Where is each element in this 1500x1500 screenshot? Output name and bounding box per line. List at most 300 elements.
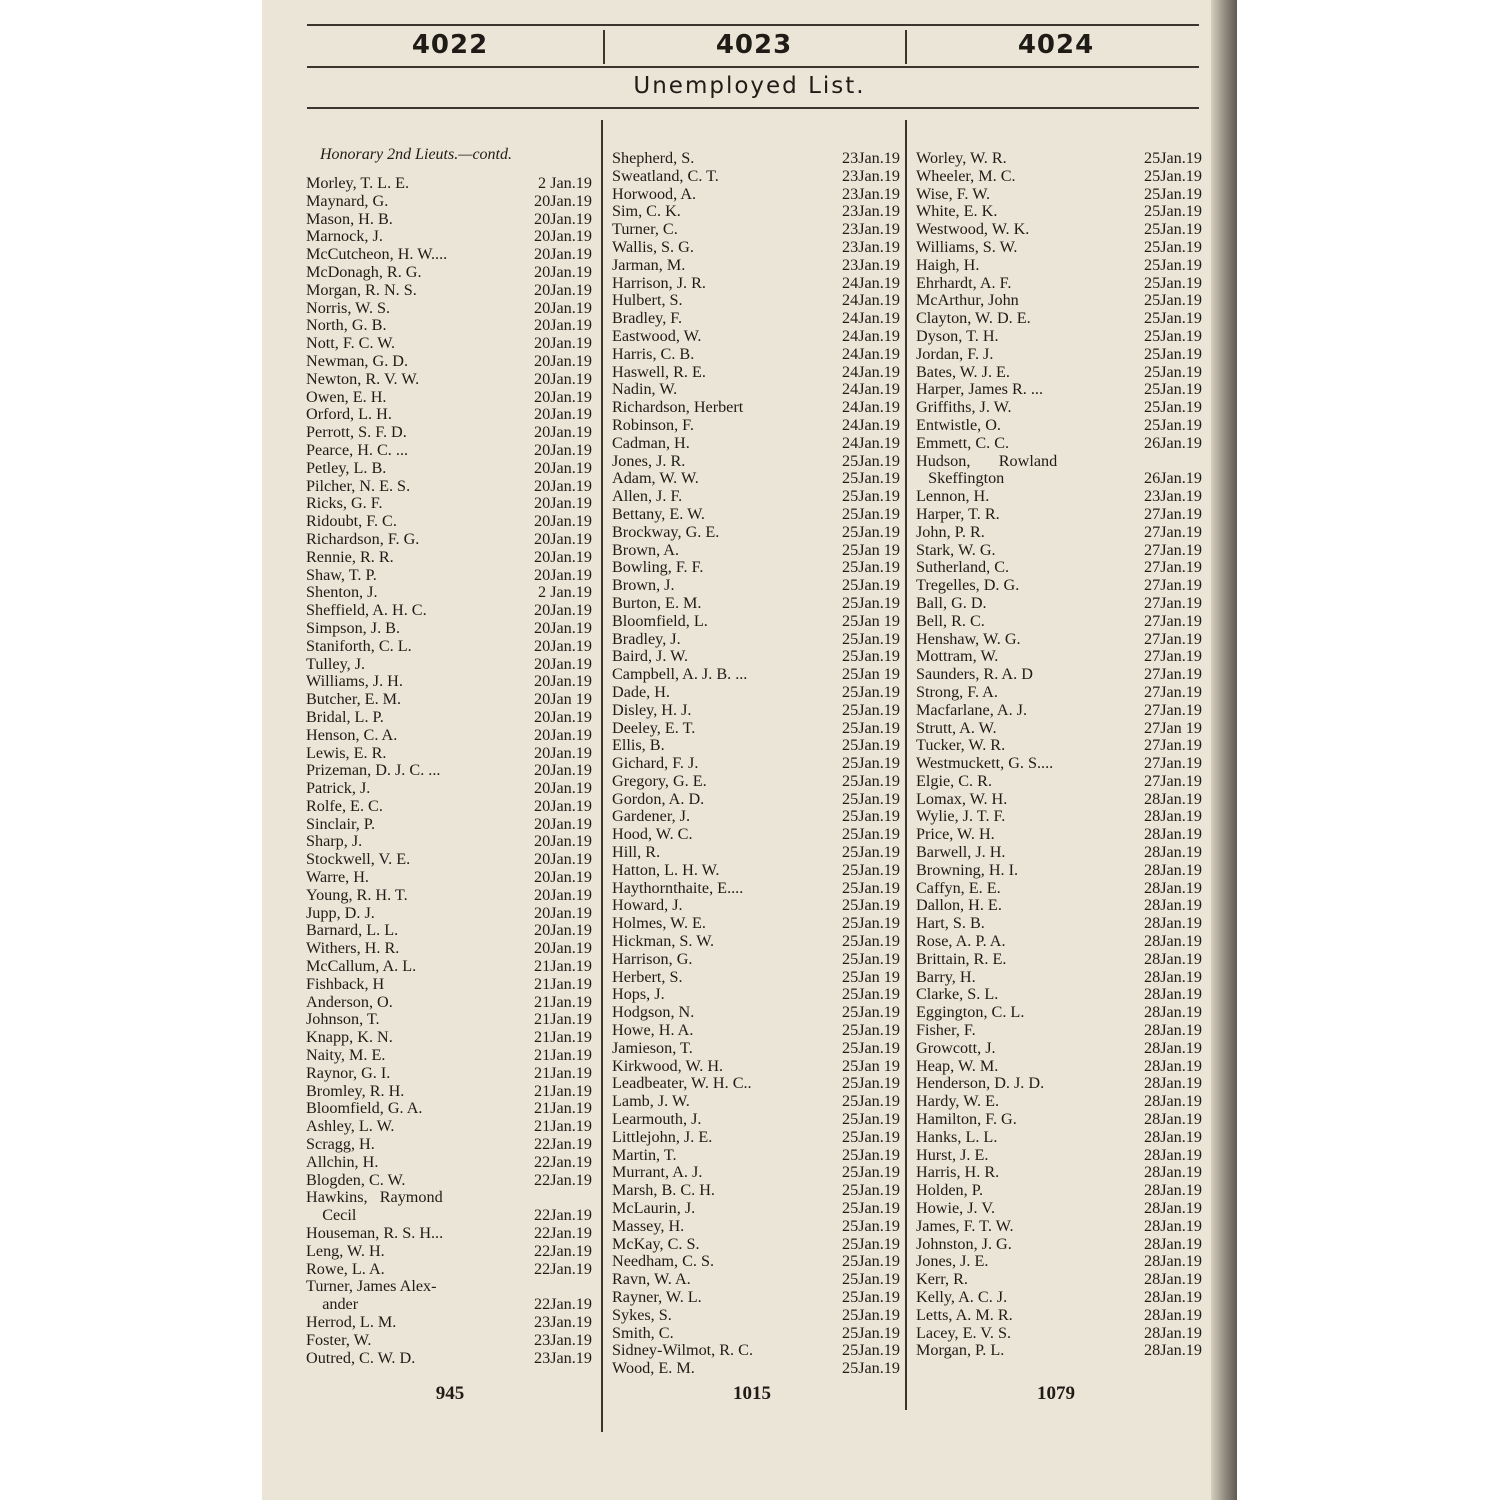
list-item (306, 887, 592, 905)
entry-date: 20Jan.19 (534, 832, 592, 851)
officer-name: Norris, W. S. (306, 298, 391, 317)
list-item (612, 720, 900, 738)
officer-name: Stark, W. G. (916, 540, 996, 559)
entry-date: 25Jan 19 (842, 1056, 900, 1075)
officer-name: Hulbert, S. (612, 291, 683, 310)
entry-date: 20Jan.19 (534, 939, 592, 958)
list-item (306, 1172, 592, 1190)
officer-name: Harris, H. R. (916, 1163, 1000, 1182)
officer-name: McCallum, A. L. (306, 957, 417, 976)
list-item (306, 1314, 592, 1332)
officer-name: Herbert, S. (612, 967, 683, 986)
list-item (612, 381, 900, 399)
officer-name: Holden, P. (916, 1181, 984, 1200)
list-item (916, 648, 1202, 666)
officer-name: Emmett, C. C. (916, 433, 1010, 452)
list-item (612, 702, 900, 720)
officer-name: Burton, E. M. (612, 593, 702, 612)
list-item (306, 798, 592, 816)
officer-name: Eastwood, W. (612, 326, 702, 345)
list-item (306, 406, 592, 424)
officer-name: Clayton, W. D. E. (916, 309, 1031, 328)
officer-name: Fishback, H (306, 974, 385, 993)
list-item (306, 282, 592, 300)
list-item (916, 684, 1202, 702)
list-item (612, 897, 900, 915)
officer-name: Kerr, R. (916, 1270, 968, 1289)
entry-date: 22Jan.19 (534, 1224, 592, 1243)
officer-name: Williams, J. H. (306, 672, 403, 691)
entry-date: 27Jan.19 (1144, 522, 1202, 541)
list-item (612, 239, 900, 257)
officer-name: Newton, R. V. W. (306, 369, 420, 388)
officer-name: Fisher, F. (916, 1021, 976, 1040)
officer-name: Strong, F. A. (916, 682, 998, 701)
officer-name: Bridal, L. P. (306, 707, 384, 726)
officer-name: Ricks, G. F. (306, 494, 383, 513)
officer-name: Hudson, Rowland (916, 451, 1058, 470)
officer-name: Caffyn, E. E. (916, 878, 1001, 897)
list-item (306, 994, 592, 1012)
officer-name: Young, R. H. T. (306, 885, 408, 904)
entry-date: 25Jan.19 (842, 932, 900, 951)
entry-date: 23Jan.19 (534, 1313, 592, 1331)
list-item (916, 666, 1202, 684)
officer-name: Howard, J. (612, 896, 683, 915)
officer-name: Jones, J. E. (916, 1252, 989, 1271)
list-item (306, 389, 592, 407)
entry-date: 20Jan.19 (534, 868, 592, 887)
list-item (916, 275, 1202, 293)
officer-name: Patrick, J. (306, 779, 371, 798)
entry-date: 23Jan.19 (842, 202, 900, 221)
officer-name: Lamb, J. W. (612, 1092, 690, 1111)
officer-name: Elgie, C. R. (916, 771, 992, 790)
list-item (306, 816, 592, 834)
entry-date: 27Jan.19 (1144, 700, 1202, 719)
officer-name: Shepherd, S. (612, 149, 695, 167)
entry-date: 21Jan.19 (534, 974, 592, 993)
list-item (612, 275, 900, 293)
officer-name: Smith, C. (612, 1323, 674, 1342)
officer-name: Wood, E. M. (612, 1359, 695, 1378)
entry-date: 25Jan.19 (842, 896, 900, 915)
entry-date: 20Jan.19 (534, 494, 592, 513)
list-item (612, 826, 900, 844)
entry-date: 25Jan.19 (1144, 149, 1202, 167)
officer-name: Brown, A. (612, 540, 680, 559)
title-rule (307, 107, 1199, 109)
officer-name: Butcher, E. M. (306, 690, 402, 709)
column-number-1: 4022 (411, 30, 489, 60)
entry-date: 25Jan.19 (842, 504, 900, 523)
entry-date: 25Jan.19 (842, 487, 900, 506)
officer-name: Howie, J. V. (916, 1199, 995, 1218)
officer-name: Newman, G. D. (306, 351, 409, 370)
list-item (916, 1004, 1202, 1022)
entry-date: 21Jan.19 (534, 1117, 592, 1136)
officer-name: Hardy, W. E. (916, 1092, 1000, 1111)
list-item (612, 933, 900, 951)
entry-date: 25Jan.19 (842, 878, 900, 897)
entry-date: 28Jan.19 (1144, 1074, 1202, 1093)
list-item (612, 310, 900, 328)
list-item (916, 577, 1202, 595)
entry-date: 21Jan.19 (534, 1028, 592, 1047)
entry-date: 20Jan.19 (534, 405, 592, 424)
entry-date: 28Jan.19 (1144, 1288, 1202, 1306)
officer-name: Murrant, A. J. (612, 1163, 703, 1182)
list-item (612, 986, 900, 1004)
officer-name: Mason, H. B. (306, 209, 393, 228)
officer-name: Leng, W. H. (306, 1241, 385, 1260)
list-item (306, 1100, 592, 1118)
list-item (306, 1332, 592, 1350)
officer-name: Westwood, W. K. (916, 220, 1030, 239)
entry-date: 27Jan.19 (1144, 593, 1202, 612)
list-item (612, 1147, 900, 1165)
entry-date: 25Jan.19 (842, 825, 900, 844)
entry-date: 28Jan.19 (1144, 843, 1202, 862)
list-item (916, 1147, 1202, 1165)
list-item (612, 1360, 900, 1378)
officer-name: Lacey, E. V. S. (916, 1323, 1012, 1342)
list-item (916, 933, 1202, 951)
list-item (306, 1261, 592, 1279)
list-item (612, 844, 900, 862)
list-item (612, 257, 900, 275)
list-item (306, 780, 592, 798)
list-item (612, 1164, 900, 1182)
list-item (916, 808, 1202, 826)
entry-date: 25Jan.19 (1144, 166, 1202, 185)
entry-date: 25Jan.19 (1144, 380, 1202, 399)
officer-name: Herrod, L. M. (306, 1313, 397, 1331)
list-item (916, 150, 1202, 168)
entry-date: 25Jan.19 (842, 789, 900, 808)
list-item (306, 1047, 592, 1065)
entry-date: 28Jan.19 (1144, 1234, 1202, 1253)
officer-name: Henson, C. A. (306, 725, 398, 744)
list-item (612, 506, 900, 524)
list-item (916, 1271, 1202, 1289)
list-item (306, 300, 592, 318)
list-item (306, 371, 592, 389)
officer-name: Harper, James R. ... (916, 380, 1044, 399)
list-item (916, 737, 1202, 755)
officer-name: Petley, L. B. (306, 458, 387, 477)
column-divider-2 (905, 120, 907, 1410)
officer-name: Pilcher, N. E. S. (306, 476, 411, 495)
list-item (916, 559, 1202, 577)
list-item (612, 203, 900, 221)
list-item (612, 1058, 900, 1076)
list-item (306, 922, 592, 940)
entry-date: 20Jan.19 (534, 601, 592, 620)
entry-date: 20Jan.19 (534, 423, 592, 442)
list-item (306, 1029, 592, 1047)
list-item (612, 470, 900, 488)
list-item (306, 531, 592, 549)
entry-date: 24Jan.19 (842, 309, 900, 328)
list-item (306, 940, 592, 958)
list-item (612, 577, 900, 595)
entry-date: 25Jan.19 (842, 1270, 900, 1289)
list-item (306, 638, 592, 656)
list-item (612, 737, 900, 755)
list-item (916, 542, 1202, 560)
list-item (306, 442, 592, 460)
officer-name: Bell, R. C. (916, 611, 985, 630)
list-item (916, 613, 1202, 631)
list-item (306, 958, 592, 976)
entry-date: 20Jan.19 (534, 743, 592, 762)
officer-name: Horwood, A. (612, 184, 697, 203)
officer-name: Massey, H. (612, 1216, 685, 1235)
list-item (612, 631, 900, 649)
officer-name: Clarke, S. L. (916, 985, 999, 1004)
officer-name: McKay, C. S. (612, 1234, 700, 1253)
officer-name: Harper, T. R. (916, 504, 1000, 523)
list-item (612, 1075, 900, 1093)
entry-date: 20Jan.19 (534, 369, 592, 388)
officer-name: Hawkins, Raymond (306, 1188, 443, 1207)
entry-date: 21Jan.19 (534, 1099, 592, 1118)
list-item (916, 969, 1202, 987)
entry-date: 25Jan.19 (1144, 291, 1202, 310)
entry-date: 25Jan.19 (842, 1181, 900, 1200)
officer-name: Griffiths, J. W. (916, 398, 1012, 417)
entry-date: 27Jan.19 (1144, 540, 1202, 559)
officer-name: Blogden, C. W. (306, 1170, 406, 1189)
officer-name: Johnston, J. G. (916, 1234, 1012, 1253)
entry-date: 27Jan.19 (1144, 629, 1202, 648)
list-item (612, 559, 900, 577)
officer-name: Jupp, D. J. (306, 903, 375, 922)
page-number-2: 1015 (733, 1383, 771, 1404)
column-divider-1 (601, 120, 603, 1432)
officer-name: Hill, R. (612, 843, 661, 862)
entry-date: 28Jan.19 (1144, 878, 1202, 897)
list-item (916, 435, 1202, 453)
officer-name: Ellis, B. (612, 736, 665, 755)
list-item (306, 1136, 592, 1154)
entry-date: 28Jan.19 (1144, 789, 1202, 808)
officer-name: Nott, F. C. W. (306, 334, 396, 353)
list-item (612, 435, 900, 453)
entry-date: 24Jan.19 (842, 362, 900, 381)
list-item (916, 1075, 1202, 1093)
entry-date: 28Jan.19 (1144, 1145, 1202, 1164)
list-item (916, 1200, 1202, 1218)
entry-date: 28Jan.19 (1144, 1163, 1202, 1182)
list-item (916, 470, 1202, 488)
officer-name: Sharp, J. (306, 832, 363, 851)
entry-date: 21Jan.19 (534, 1010, 592, 1029)
entry-date: 23Jan.19 (534, 1330, 592, 1349)
entry-date: 28Jan.19 (1144, 1323, 1202, 1342)
entry-date: 2 Jan.19 (538, 174, 592, 192)
entry-date: 20Jan.19 (534, 725, 592, 744)
officer-name: Wallis, S. G. (612, 237, 694, 256)
list-item (916, 755, 1202, 773)
list-item (306, 620, 592, 638)
officer-name: Ravn, W. A. (612, 1270, 691, 1289)
officer-name: McArthur, John (916, 291, 1019, 310)
officer-name: Owen, E. H. (306, 387, 387, 406)
officer-name: Gichard, F. J. (612, 754, 699, 773)
entry-date: 27Jan.19 (1144, 665, 1202, 684)
officer-name: Stockwell, V. E. (306, 850, 411, 869)
entry-date: 25Jan.19 (842, 1234, 900, 1253)
officer-name: Dyson, T. H. (916, 326, 999, 345)
officer-name: Williams, S. W. (916, 237, 1018, 256)
officer-name: Letts, A. M. R. (916, 1305, 1013, 1324)
entry-date: 20Jan.19 (534, 529, 592, 548)
officer-name: North, G. B. (306, 316, 387, 335)
officer-name: Sutherland, C. (916, 558, 1010, 577)
entry-date: 25Jan.19 (1144, 415, 1202, 434)
entry-date: 24Jan.19 (842, 380, 900, 399)
entry-date: 23Jan.19 (842, 184, 900, 203)
list-item (916, 1040, 1202, 1058)
entry-date: 25Jan.19 (842, 771, 900, 790)
entry-date: 20Jan.19 (534, 885, 592, 904)
list-item (916, 328, 1202, 346)
officer-name: Jamieson, T. (612, 1038, 693, 1057)
officer-name: Hickman, S. W. (612, 932, 715, 951)
entry-date: 25Jan.19 (842, 1288, 900, 1306)
list-item (916, 1342, 1202, 1360)
officer-name: Marnock, J. (306, 227, 383, 246)
entry-date: 24Jan.19 (842, 433, 900, 452)
entry-date: 20Jan.19 (534, 565, 592, 584)
entry-date: 27Jan.19 (1144, 611, 1202, 630)
list-item (306, 851, 592, 869)
entry-date: 25Jan 19 (842, 967, 900, 986)
officer-name: Brockway, G. E. (612, 522, 720, 541)
officer-name: Scragg, H. (306, 1135, 375, 1154)
officer-name: Sim, C. K. (612, 202, 681, 221)
list-item (916, 720, 1202, 738)
list-item (916, 1218, 1202, 1236)
entry-date: 28Jan.19 (1144, 1003, 1202, 1022)
officer-name: Bates, W. J. E. (916, 362, 1010, 381)
officer-name: Harrison, J. R. (612, 273, 706, 292)
officer-name: Cecil (306, 1206, 357, 1225)
entry-date: 25Jan.19 (842, 1038, 900, 1057)
officer-name: Skeffington (916, 469, 1005, 488)
entry-date: 28Jan.19 (1144, 1038, 1202, 1057)
list-item (306, 424, 592, 442)
list-item (916, 239, 1202, 257)
officer-name: Rayner, W. L. (612, 1288, 702, 1306)
officer-name: McCutcheon, H. W.... (306, 245, 448, 264)
entry-date: 25Jan.19 (842, 807, 900, 826)
entry-date: 20Jan 19 (534, 690, 592, 709)
entry-date: 23Jan.19 (842, 255, 900, 274)
list-item (612, 951, 900, 969)
entry-date: 20Jan.19 (534, 707, 592, 726)
officer-name: Turner, C. (612, 220, 678, 239)
entry-date: 28Jan.19 (1144, 1305, 1202, 1324)
officer-name: Saunders, R. A. D (916, 665, 1033, 684)
entry-date: 22Jan.19 (534, 1152, 592, 1171)
officer-name: McDonagh, R. G. (306, 262, 422, 281)
officer-name: Naity, M. E. (306, 1046, 386, 1065)
list-item (306, 833, 592, 851)
entry-date: 28Jan.19 (1144, 1270, 1202, 1289)
entry-date: 22Jan.19 (534, 1295, 592, 1314)
page-number-1: 945 (435, 1383, 465, 1404)
list-item (916, 986, 1202, 1004)
entry-date: 21Jan.19 (534, 957, 592, 976)
officer-name: Ehrhardt, A. F. (916, 273, 1012, 292)
entry-date: 24Jan.19 (842, 415, 900, 434)
list-item (612, 542, 900, 560)
list-item (612, 1342, 900, 1360)
entry-date: 25Jan.19 (1144, 202, 1202, 221)
officer-name: Learmouth, J. (612, 1110, 702, 1129)
list-item (916, 880, 1202, 898)
officer-name: Harrison, G. (612, 949, 693, 968)
officer-name: Hatton, L. H. W. (612, 860, 720, 879)
list-item (306, 228, 592, 246)
list-item (916, 702, 1202, 720)
list-item (306, 1225, 592, 1243)
top-rule (307, 24, 1199, 26)
entry-date: 25Jan.19 (842, 1199, 900, 1218)
entry-date: 27Jan.19 (1144, 754, 1202, 773)
list-item (612, 613, 900, 631)
entry-date: 22Jan.19 (534, 1206, 592, 1225)
officer-name: Leadbeater, W. H. C.. (612, 1074, 752, 1093)
list-item (916, 915, 1202, 933)
entry-date: 25Jan.19 (842, 1323, 900, 1342)
list-item (612, 168, 900, 186)
entry-date: 25Jan.19 (842, 843, 900, 862)
officer-name: Nadin, W. (612, 380, 678, 399)
column-2-list (612, 150, 900, 1378)
entry-date: 20Jan.19 (534, 779, 592, 798)
list-item (916, 791, 1202, 809)
list-item (612, 399, 900, 417)
officer-name: Browning, H. I. (916, 860, 1019, 879)
officer-name: Gordon, A. D. (612, 789, 705, 808)
list-item (612, 773, 900, 791)
officer-name: McLaurin, J. (612, 1199, 696, 1218)
column-number-3: 4024 (1017, 30, 1095, 60)
entry-date: 25Jan.19 (1144, 309, 1202, 328)
officer-name: Adam, W. W. (612, 469, 699, 488)
entry-date: 28Jan.19 (1144, 967, 1202, 986)
list-item (612, 364, 900, 382)
entry-date: 22Jan.19 (534, 1170, 592, 1189)
entry-date: 20Jan.19 (534, 512, 592, 531)
officer-name: Gardener, J. (612, 807, 691, 826)
officer-name: Cadman, H. (612, 433, 690, 452)
officer-name: Wise, F. W. (916, 184, 991, 203)
entry-date: 21Jan.19 (534, 992, 592, 1011)
officer-name: Outred, C. W. D. (306, 1348, 416, 1367)
officer-name: Kirkwood, W. H. (612, 1056, 724, 1075)
officer-name: Littlejohn, J. E. (612, 1127, 713, 1146)
officer-name: Gregory, G. E. (612, 771, 707, 790)
list-item (612, 417, 900, 435)
officer-name: Dallon, H. E. (916, 896, 1002, 915)
list-item (916, 364, 1202, 382)
entry-date: 27Jan.19 (1144, 504, 1202, 523)
